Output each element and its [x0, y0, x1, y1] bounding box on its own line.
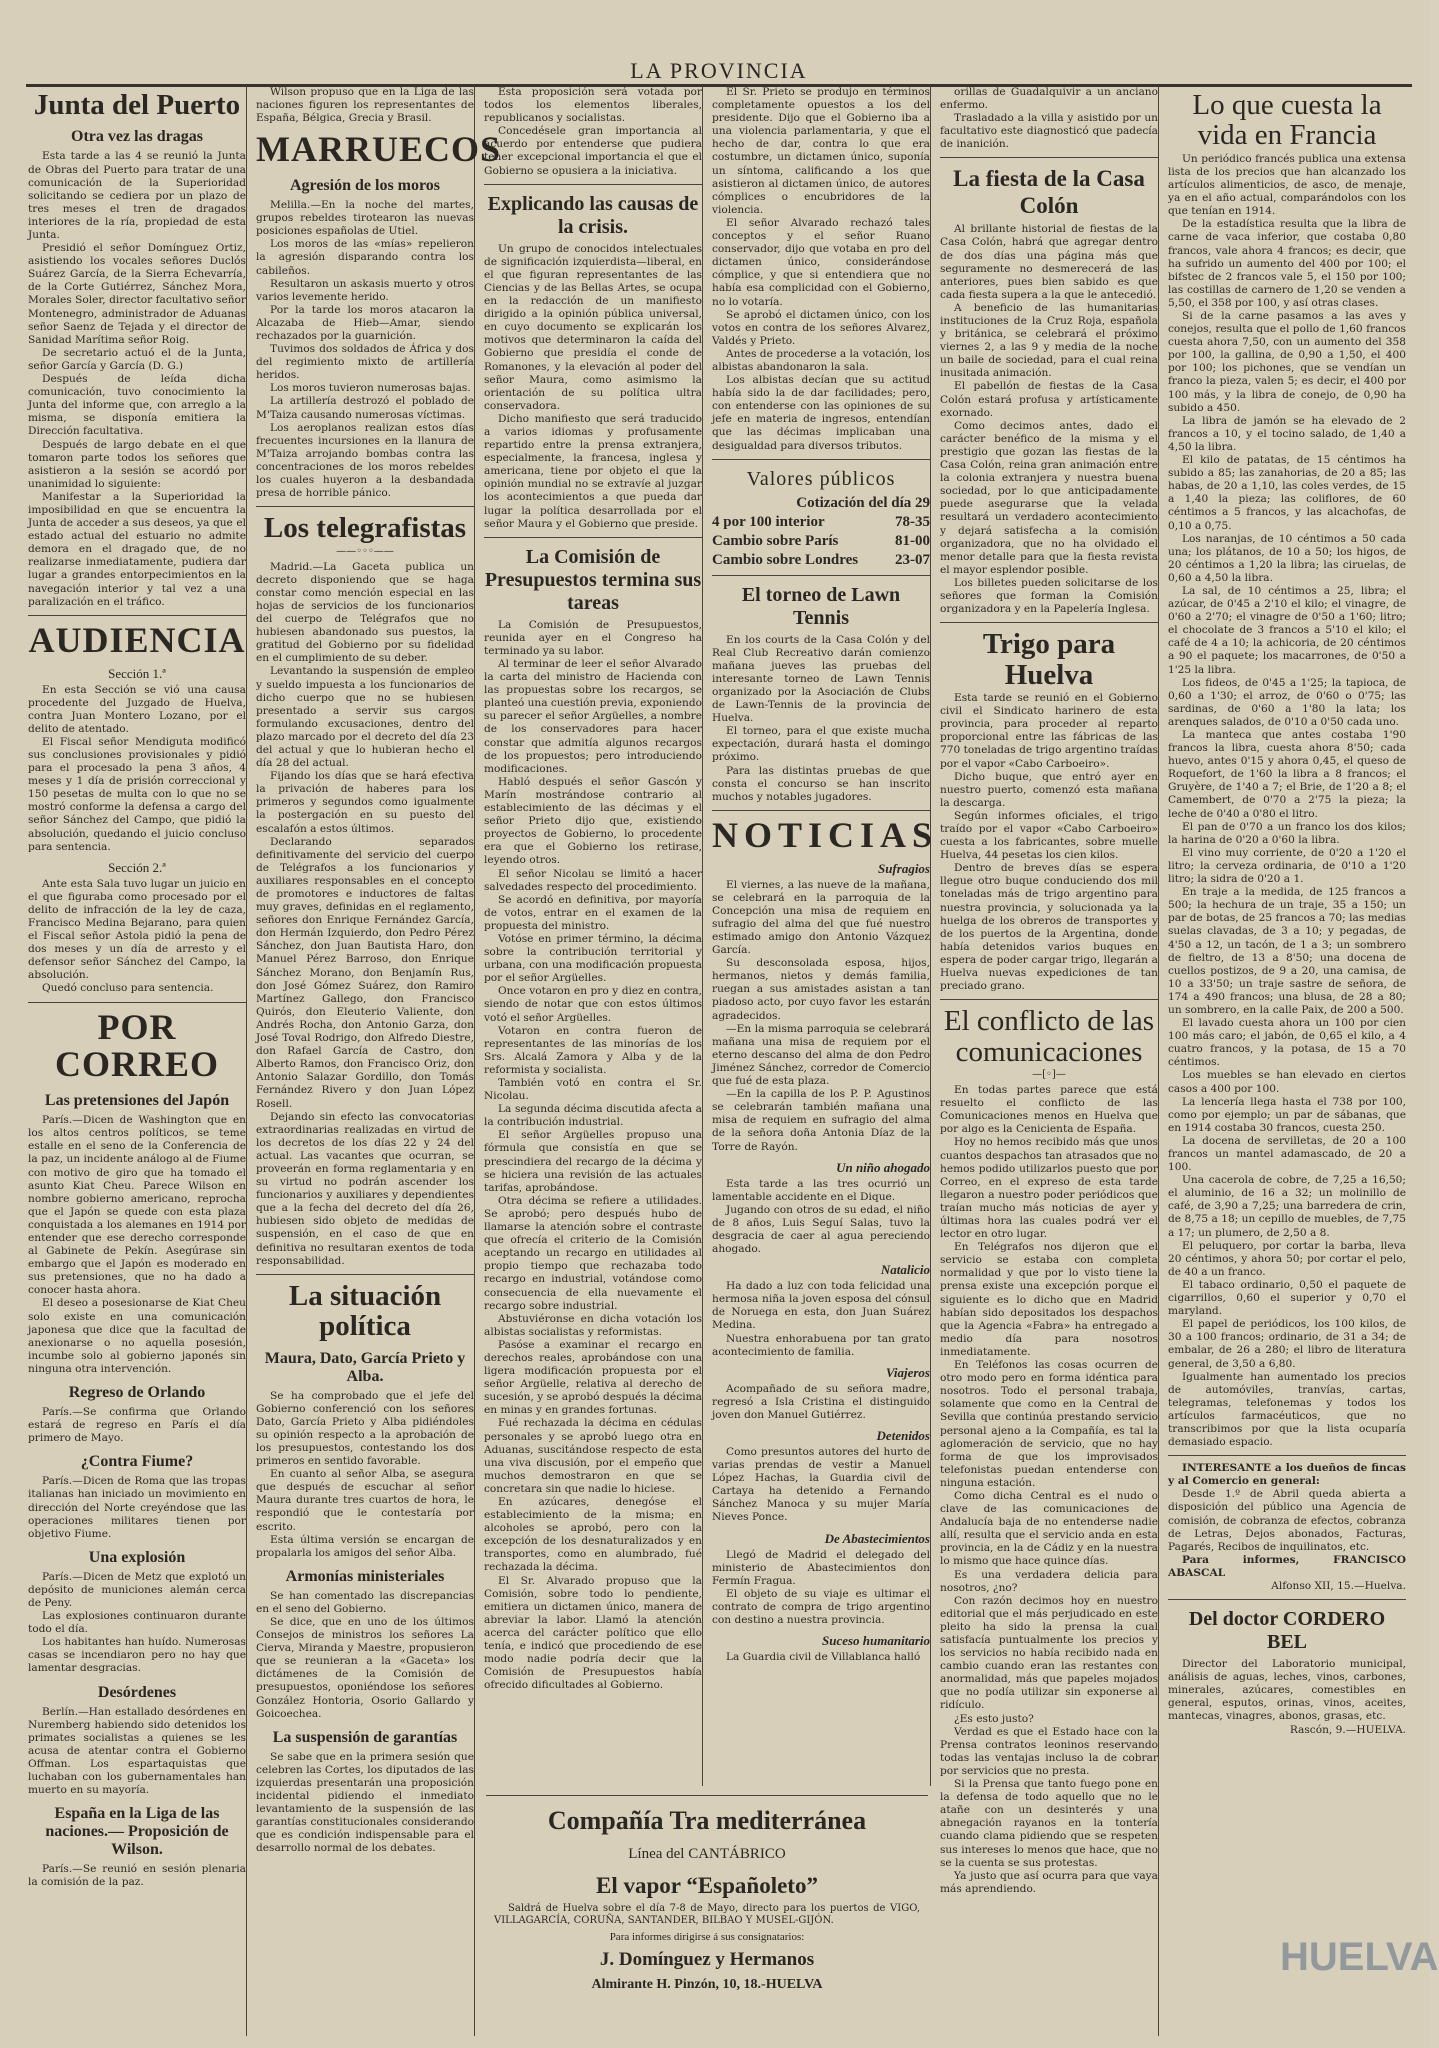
paragraph: El Sr. Prieto se produjo en términos completamente opuestos a los del presidente. Dijo que el Gobierno iba a una violencia parlamentaria, y que el hecho de dar, contra lo que era costumbre, un dictamen único, suponía un síntoma, calificando a los que asistieron al dictamen único, de autores cómplices o encubridores de la violencia.	[712, 86, 930, 216]
paragraph: Se ha comprobado que el jefe del Gobierno conferenció con los señores Dato, García Prieto y Alba pidiéndoles su opinión respecto a la aprobación de los presupuestos, contestando los dos primeros en sentido favorable.	[256, 1389, 474, 1468]
quote-date: Cotización del día 29	[796, 494, 930, 511]
paragraph: Esta última versión se encargan de propalarla los amigos del señor Alba.	[256, 1533, 474, 1559]
paragraph: Berlín.—Han estallado desórdenes en Nuremberg habiendo sido detenidos los primates socialistas a quienes se les acusa de atentar contra el Gobierno Offman. Los espartaquistas que luchaban con los gubernamentales han muerto en su mayoría.	[28, 1705, 246, 1797]
paragraph: El objeto de su viaje es ultimar el contrato de compra de trigo argentino con destino a nuestra provincia.	[712, 1587, 930, 1627]
headline-telegrafistas: Los telegrafistas	[263, 512, 467, 545]
lab-address: Rascón, 9.—HUELVA.	[1289, 1723, 1406, 1736]
paragraph: En Teléfonos las cosas ocurren de otro modo pero en forma idéntica para nosotros. Todo el personal trabaja, solamente que como en la Central de Sevilla que continúa prestando servicio personal ajeno a la Compañía, es tal la aglomeración de servicio, que no hay forma de que los improvisados telefonistas puedan entenderse con ninguna estación.	[940, 1359, 1158, 1489]
paragraph: Pasóse a examinar el recargo en derechos reales, aprobándose con una ligera modificación propuesta por el señor Argüelle, relativa al derecho de sucesión, y se aprobó después la décima en minas y en grandes fortunas.	[484, 1338, 702, 1417]
paragraph: Después de leída dicha comunicación, tuvo conocimiento la Junta del informe que, con arreglo a la misma, se disponía emitiera la Dirección facultativa.	[28, 373, 246, 438]
paragraph: Para las distintas pruebas de que consta el concurso se han inscrito muchos y notables jugadores.	[712, 764, 930, 803]
paragraph: Wilson propuso que en la Liga de las naciones figuren los representantes de España, Bélgica, Grecia y Brasil.	[256, 86, 474, 125]
divider	[940, 622, 1158, 623]
paragraph: Las explosiones continuaron durante todo el día.	[28, 1610, 246, 1636]
paragraph: Abstuviéronse en dicha votación los albistas socialistas y reformistas.	[484, 1312, 702, 1338]
paragraph: Trasladado a la villa y asistido por un facultativo este diagnosticó que padecía de inanición.	[940, 112, 1158, 151]
paragraph: Se acordó en definitiva, por mayoría de votos, entrar en el examen de la propuesta del ministro.	[484, 893, 702, 932]
subhead-agresion: Agresión de los moros	[289, 177, 441, 195]
paragraph: Tuvimos dos soldados de África y dos del regimiento mixto de artillería heridos.	[256, 343, 474, 382]
headline-valores: Valores públicos	[746, 467, 896, 490]
archive-stamp: HUELVA	[1280, 1935, 1439, 1979]
ad-line: Línea del CANTÁBRICO	[628, 1846, 786, 1862]
paragraph: Acompañado de su señora madre, regresó a Isla Cristina el distinguido joven don Manuel Gutiérrez.	[712, 1382, 930, 1421]
quote-row: Cambio sobre París 81-00	[712, 532, 930, 549]
paragraph: Quedó concluso para sentencia.	[42, 982, 214, 995]
paragraph: La sal, de 10 céntimos a 25, libra; el azúcar, de 0'45 a 2'10 el kilo; el vinagre, de 0'60 a 2'70; el vinagre de 0'50 a 1'60; litro; el chocolate de 3 francos a 5'10 el kilo; el café de 4 a 10; la achicoria, de 20 céntimos a 90 el paquete; los macarrones, de 0'50 a 1'25 la libra.	[1168, 584, 1406, 676]
paragraph: París.—Dicen de Washington que en los altos centros políticos, se teme estalle en el seno de la Conferencia de la paz, un incidente análogo al de Fiume con motivo de giro que ha tomado el asunto Kiat Cheu. Parece Wilson en nombre gobierno americano, reprocha que el Japón se quede con esta plaza conquistada a los alemanes en 1914 por entender que ese derecho corresponde al Gabinete de Pekín. Asegúrase sin embargo que el Japón es moderado en sus pretensiones, que no ha dado a conocer hasta ahora.	[28, 1114, 246, 1297]
paragraph: En todas partes parece que está resuelto el conflicto de las Comunicaciones menos en Huelva que por algo es la Cenicienta de España.	[940, 1084, 1158, 1136]
ad-company-title: Compañía Tra mediterránea	[547, 1806, 867, 1835]
paragraph: Esta tarde a las 4 se reunió la Junta de Obras del Puerto para tratar de una comunicación de la Superioridad solicitando se cediera por un plazo de tres meses el tren de dragados interiores de la ría, propiedad de esta Junta.	[28, 150, 246, 241]
subhead: Regreso de Orlando	[68, 1384, 206, 1402]
paragraph: Jugando con otros de su edad, el niño de 8 años, Luis Seguí Salas, tuvo la desgracia de caer al agua pereciendo ahogado.	[712, 1203, 930, 1256]
paragraph: Esta tarde se reunió en el Gobierno civil el Sindicato harinero de esta provincia, para proceder al reparto proporcional entre las fábricas de las 770 toneladas de trigo argentino traídas por el vapor «Cabo Carboeiro».	[940, 692, 1158, 770]
shipping-ad	[486, 1795, 928, 2028]
headline-cordero-bel: Del doctor CORDERO BEL	[1188, 1608, 1386, 1654]
paragraph: También votó en contra el Sr. Nicolau.	[484, 1077, 702, 1103]
column-5	[940, 86, 1159, 2036]
paragraph: Un grupo de conocidos intelectuales de significación izquierdista—liberal, en el que figuran representantes de las Ciencias y de las Bellas Artes, se ocupa en la redacción de un manifiesto dirigido a la opinión pública universal, en cuyo documento se explicarán los motivos que determinaron la caída del Gobierno que presidía el conde de Romanones, y la elevación al poder del señor Maura, como asimismo la orientación de su política ultra conservadora.	[484, 242, 702, 412]
ad-info: Para informes dirigirse á sus consignatarios:	[609, 1931, 805, 1943]
paragraph: En traje a la medida, de 125 francos a 500; la hechura de un traje, 35 a 150; un par de botas, de 25 francos a 70; las medias suelas clavadas, de 3 a 10; y pegadas, de 4'50 a 12, un tacón, de 1 a 3; un sombrero de fieltro, de 13 a 8'50; una docena de cuellos postizos, de 9 a 20, una camisa, de 10 a 33'50; un traje sastre de señora, de 174 a 490 francos; una blusa, de 28 a 80; un sombrero, en la calle Paix, de 200 a 500.	[1168, 886, 1406, 1016]
paragraph: De secretario actuó el de la Junta, señor García y García (D. G.)	[28, 346, 246, 372]
headline-noticias: NOTICIAS	[712, 814, 939, 855]
paragraph: En esta Sección se vió una causa procedente del Juzgado de Huelva, contra Juan Montero Lozano, por el delito de atentado.	[28, 683, 246, 735]
paragraph: Ya justo que así ocurra para que vaya más aprendiendo.	[940, 1869, 1158, 1895]
paragraph: París.—Dicen de Metz que explotó un depósito de municiones alemán cerca de Peny.	[28, 1570, 246, 1609]
paragraph: El lavado cuesta ahora un 100 por cien 100 más caro; el jabón, de 0,65 el kilo, a 4 cuatro francos, y la potasa, de 15 a 70 céntimos.	[1168, 1017, 1406, 1069]
paragraph: Nuestra enhorabuena por tan grato acontecimiento de familia.	[712, 1332, 930, 1358]
paragraph: Dicho manifiesto que será traducido a varios idiomas y profusamente repartido entre la prensa extranjera, especialmente, la francesa, inglesa y americana, tiene por objeto el que la opinión mundial no se extravíe al juzgar los acontecimientos a que pueda dar lugar la política desarrollada por el señor Maura y el Gobierno que preside.	[484, 412, 702, 530]
headline-junta: Junta del Puerto	[33, 89, 241, 121]
headline-por-correo: POR CORREO	[54, 1006, 219, 1085]
subhead: La suspensión de garantías	[272, 1728, 458, 1746]
paragraph: Resultaron un askasis muerto y otros varios levemente herido.	[256, 277, 474, 303]
divider	[484, 537, 702, 538]
paragraph: El peluquero, por cortar la barba, lleva 20 céntimos, y ahora 50; por cortar el pelo, de 40 a un franco.	[1168, 1239, 1406, 1278]
paragraph: Igualmente han aumentado los precios de automóviles, tranvías, cartas, telegramas, telefonemas y todos los artículos farmacéuticos, que no transcribimos por que la lista ocuparía demasiado espacio.	[1168, 1370, 1406, 1449]
paragraph: El papel de periódicos, los 100 kilos, de 30 a 100 francos; ordinario, de 31 a 34; de embalar, de 26 a 280; el libro de literatura general, de 3,50 a 6,80.	[1168, 1318, 1406, 1370]
paragraph: La manteca que antes costaba 1'90 francos la libra, cuesta ahora 8'50; cada huevo, antes 0'15 y ahora 0,45, el queso de Roquefort, de 1'60 la libra a 8 francos; el Gruyère, de 1'40 a 7; el Brie, de 1'20 a 8; el Camembert, de 0'70 a 2'75 la pieza; la leche de 0'40 a 0'80 el litro.	[1168, 729, 1406, 820]
paragraph: El tabaco ordinario, 0,50 el paquete de cigarrillos, 0,60 el superior y 0,70 el maryland.	[1168, 1278, 1406, 1318]
paragraph: París.—Se reunió en sesión plenaria la comisión de la paz.	[28, 1863, 246, 1889]
paragraph: Once votaron en pro y diez en contra, siendo de notar que con estos últimos votó el señor Argüelles.	[484, 985, 702, 1024]
headline-audiencia: AUDIENCIA	[28, 619, 246, 660]
subhead: Maura, Dato, García Prieto y Alba.	[264, 1349, 466, 1385]
divider	[712, 459, 930, 460]
paragraph: En cuanto al señor Alba, se asegura que después de escuchar al señor Maura durante tres cuartos de hora, le respondió que le contestaría por escrito.	[256, 1468, 474, 1533]
headline-lawn-tennis: El torneo de Lawn Tennis	[741, 583, 901, 629]
subhead-dragas: Otra vez las dragas	[71, 128, 203, 146]
notice-contact: Para informes, FRANCISCO ABASCAL	[1168, 1553, 1406, 1579]
paragraph: La segunda décima discutida afecta a la contribución industrial.	[484, 1103, 702, 1129]
paragraph: Según informes oficiales, el trigo traído por el vapor «Cabo Carboeiro» cuesta a los fabricantes, sobre muelle Huelva, 44 pesetas los cien kilos.	[940, 809, 1158, 862]
paragraph: La Comisión de Presupuestos, reunida ayer en el Congreso ha terminado ya su labor.	[484, 618, 702, 657]
headline-trigo: Trigo para Huelva	[982, 628, 1116, 691]
paragraph: El vino muy corriente, de 0'20 a 1'20 el litro; la cerveza ordinaria, de 0'10 a 1'20 litro; la sidra de 0'20 a 1.	[1168, 846, 1406, 886]
paragraph: Hoy no hemos recibido más que unos cuantos despachos tan atrasados que no hemos podido utilizarlos puesto que por Correo, en el expreso de esta tarde llegaron a nuestro poder periódicos que traían mucho más noticias de ayer y últimas hora las cuales podrá ver el lector en otro lugar.	[940, 1136, 1158, 1241]
paragraph: Declarando separados definitivamente del servicio del cuerpo de Telégrafos a los funcionarios y auxiliares responsables en el concepto de promotores e inductores de faltas muy graves, definidas en el reglamento, señores don Enrique Fernández García, don Hermán Izquierdo, don Pedro Pérez Sánchez, don Juan Bautista Haro, don Manuel Pérez Barroso, don Enrique Sánchez Morano, don Benjamín Rus, don José Gómez Suárez, don Ramiro Martínez Gallego, don Francisco Quirós, don Eleuterio Valiente, don Andrés Rocha, don Antonio Garza, don José Toval Rodrigo, don Alfredo Diestre, don Rafael García de Castro, don Alberto Ramos, don Francisco Oriz, don Antonio Salazar Gordillo, don Tomás Fernández Rivero y don Juan López Rosell.	[256, 835, 474, 1110]
subhead: Detenidos	[876, 1428, 930, 1444]
paragraph: Un periódico francés publica una extensa lista de los precios que han alcanzado los artículos alimenticios, de asco, de menaje, ya en el año actual, comparándolos con los que tenían en 1914.	[1168, 152, 1406, 218]
paragraph: Fijando los días que se hará efectiva la privación de haberes para los primeros y segundos como igualmente la postergación en su puesto del escalafón a estos últimos.	[256, 770, 474, 835]
paragraph: La libra de jamón se ha elevado de 2 francos a 10, y el tocino salado, de 1,40 a 4,50 la libra.	[1168, 414, 1406, 453]
paragraph: Presidió el señor Domínguez Ortiz, asistiendo los vocales señores Duclós Suárez García, de la Sierra Echevarría, de la Corte Gutiérrez, Sánchez Mora, Morales Soler, director facultativo señor Montenegro, administrador de Aduanas señor Saenz de Tejada y el director de Sanidad Marítima señor Roig.	[28, 242, 246, 346]
paragraph: El Fiscal señor Mendiguta modificó sus conclusiones provisionales y pidió para el procesado la pena 3 años, 4 meses y 1 día de prisión correccional y 150 pesetas de multa con lo que no se mostró conforme la defensa a cargo del señor Sánchez del Campo, que pidió la absolución, quedando el juicio concluso para sentencia.	[28, 735, 246, 853]
paragraph: Llegó de Madrid el delegado del ministerio de Abastecimientos don Fermín Fragua.	[712, 1548, 930, 1587]
paragraph: El señor Nicolau se limitó a hacer salvedades respecto del procedimiento.	[484, 867, 702, 893]
ornament-icon: —[◦]—	[1032, 1069, 1066, 1081]
paragraph: Una cacerola de cobre, de 7,25 a 16,50; el aluminio, de 16 a 32; un molinillo de café, de 3,90 a 7,25; una barredera de crin, de 8,75 a 18; un cepillo de muebles, de 7,75 a 17; un plumero, de 2,50 a 8.	[1168, 1174, 1406, 1239]
paragraph: El pan de 0'70 a un franco los dos kilos; la harina de 0'20 a 0'60 la libra.	[1168, 820, 1406, 846]
paragraph: El kilo de patatas, de 15 céntimos ha subido a 85; las zanahorias, de 20 a 85; las habas, de 20 a 1,10, las coles verdes, de 15 a 1,40 la pieza; las coliflores, de 60 céntimos a 5 francos, y las alcachofas, de 0,10 a 0,75.	[1168, 454, 1406, 532]
subhead: ¿Contra Fiume?	[80, 1453, 194, 1471]
paragraph: Los muebles se han elevado en ciertos casos a 400 por 100.	[1168, 1069, 1406, 1095]
paragraph: Fué rechazada la décima en cédulas personales y se aprobó luego otra en Aduanas, suscitándose respecto de esta una viva discusión, por el empeño que muchos demostraron en que se concretara sin que nadie lo hiciese.	[484, 1417, 702, 1495]
subhead: Suceso humanitario	[821, 1633, 930, 1649]
paragraph: París.—Se confirma que Orlando estará de regreso en París el día primero de Mayo.	[28, 1406, 246, 1445]
headline-casa-colon: La fiesta de la Casa Colón	[953, 166, 1145, 218]
paragraph: Con razón decimos hoy en nuestro editorial que el más perjudicado en este pleito ha sido la prensa la cual satisfacía puntualmente los precios y los servicios no había recibido nada en cambio cuando eran las restantes con anormalidad, más que papeles mojados que no podía utilizar sin exponerse al ridículo.	[940, 1594, 1158, 1712]
quote-row: 4 por 100 interior 78-35	[712, 513, 930, 530]
divider	[256, 1274, 474, 1275]
divider	[712, 575, 930, 576]
quote-row: Cambio sobre Londres 23-07	[712, 551, 930, 568]
subhead: Viajeros	[885, 1364, 930, 1380]
newspaper-title: LA PROVINCIA	[630, 58, 808, 83]
divider	[28, 615, 246, 616]
subhead: Sufragios	[877, 860, 930, 876]
paragraph: —En la misma parroquia se celebrará mañana una misa de requiem por el eterno descanso del alma de don Pedro Jiménez Sánchez, corredor de Comercio que fué de esta plaza.	[712, 1022, 930, 1088]
paragraph: Manifestar a la Superioridad la imposibilidad en que se encuentra la Junta de acceder a sus deseos, ya que el estado actual del estuario no admite demora en el dragado que, de no realizarse inmediatamente, pudiera dar lugar a grandes entorpecimientos en la navegación interior y tal vez a una paralización en el tráfico.	[28, 490, 246, 608]
paragraph: Como decimos antes, dado el carácter benéfico de la misma y el prestigio que gozan las fiestas de la Casa Colón, reina gran animación entre la colonia extranjera y nuestra buena sociedad, por lo que anticipadamente puede asegurarse que la velada resultará un verdadero acontecimiento y dejará satisfecha a la comisión organizadora, que no ha olvidado el menor detalle para que la fiesta revista el mayor esplendor posible.	[940, 419, 1158, 576]
paragraph: La docena de servilletas, de 20 a 100 francos un mantel adamascado, de 20 a 100.	[1168, 1134, 1406, 1174]
paragraph: Madrid.—La Gaceta publica un decreto disponiendo que se haga constar como mención especial en las hojas de servicios de los funcionarios del cuerpo de Telégrafos que no hubiesen abandonado sus puestos, la gratitud del Gobierno por su fidelidad en el cumplimiento de su deber.	[256, 560, 474, 665]
column-4	[712, 86, 939, 1786]
paragraph: Otra décima se refiere a utilidades. Se aprobó; pero después hubo de llamarse la atención sobre el contraste que ofrecía el criterio de la Comisión aceptando un recargo en utilidades al propio tiempo que rechazaba todo recargo en industrial, votándose como consecuencia de ella nuevamente el recargo sobre industrial.	[484, 1194, 702, 1312]
paragraph: Se dice, que en uno de los últimos Consejos de ministros los señores La Cierva, Miranda y Maestre, propusieron que se reunieran a la «Gaceta» los dictámenes de la Comisión de presupuestos, oponiéndose los señores González Hontoria, Osorio Gallardo y Goicoechea.	[256, 1616, 474, 1720]
paragraph: París.—Dicen de Roma que las tropas italianas han iniciado un movimiento en dirección del Norte creyéndose que las operaciones militares tienen por objetivo Fiume.	[28, 1475, 246, 1540]
paragraph: Se aprobó el dictamen único, con los votos en contra de los señores Alvarez, Valdés y Prieto.	[712, 308, 930, 347]
paragraph: Se han comentado las discrepancias en el seno del Gobierno.	[256, 1589, 474, 1615]
paragraph: Los naranjas, de 10 céntimos a 50 cada una; los plátanos, de 10 a 50; los higos, de 20 céntimos a 1,20 la libra; las ciruelas, de 0,60 a 4,50 la libra.	[1168, 532, 1406, 584]
paragraph: El señor Argüelles propuso una fórmula que consistía en que se prescindiera del recargo de la décima y se hiciera una revisión de las actuales tarifas, aprobándose.	[484, 1129, 702, 1194]
masthead	[26, 58, 1412, 87]
paragraph: De la estadística resulta que la libra de carne de vaca inferior, que costaba 0,80 francos, vale ahora 4 francos; es decir, que ha sufrido un aumento del 400 por 100; el bifstec de 2 francos vale 5, el 150 por 100; las costillas de carnero de 1,20 se venden a 5,50, el 358 por 100, y así otras clases.	[1168, 218, 1406, 309]
subhead: Un niño ahogado	[836, 1159, 930, 1175]
paragraph: Su desconsolada esposa, hijos, hermanos, nietos y demás familia, ruegan a sus amistades asistan a tan piadoso acto, por cuyo favor les estarán agradecidos.	[712, 957, 930, 1022]
paragraph: Al terminar de leer el señor Alvarado la carta del ministro de Hacienda con las propuestas sobre los recargos, se planteó una cuestión previa, exponiendo su parecer el señor Argüelles, a nombre de los conservadores para hacer constar que admitía algunos recargos de los propuestos; pero introduciendo modificaciones.	[484, 658, 702, 775]
ad-address: Almirante H. Pinzón, 10, 18.-HUELVA	[591, 1977, 823, 1992]
paragraph: La artillería destrozó el poblado de M'Taiza causando numerosas víctimas.	[256, 395, 474, 421]
divider	[712, 810, 930, 811]
paragraph: Habló después el señor Gascón y Marín mostrándose contrario al establecimiento de las décimas y el señor Prieto dijo que, existiendo proyectos de Gobierno, lo procedente era que el Gobierno los retirase, leyendo otros.	[484, 775, 702, 867]
column-3	[484, 86, 703, 1786]
paragraph: Los moros tuvieron numerosas bajas.	[270, 382, 471, 395]
paragraph: Director del Laboratorio municipal, análisis de aguas, leches, vinos, carbones, minerales, azúcares, comestibles en general, esputos, orinas, vinos, aceites, mantecas, vinagres, abonos, grasas, etc.	[1168, 1658, 1406, 1723]
headline-situacion-politica: La situación política	[288, 1279, 442, 1343]
divider	[940, 157, 1158, 158]
headline-vida-francia: Lo que cuesta la vida en Francia	[1192, 89, 1382, 152]
paragraph: Esta proposición será votada por todos los elementos liberales, republicanos y socialistas.	[484, 86, 702, 125]
paragraph: Ante esta Sala tuvo lugar un juicio en el que figuraba como procesado por el delito de infracción de la ley de caza, Francisco Medina Bejarano, para quien el Fiscal señor Astola pidió la pena de dos meses y un día de arresto y el defensor señor Sánchez del Campo, la absolución.	[28, 877, 246, 982]
paragraph: orillas de Guadalquivir a un anciano enfermo.	[940, 86, 1158, 112]
paragraph: Antes de procederse a la votación, los albistas abandonaron la sala.	[712, 347, 930, 373]
divider	[940, 999, 1158, 1000]
column-6	[1168, 86, 1406, 2036]
paragraph: Si de la carne pasamos a las aves y conejos, resulta que el pollo de 1,60 francos cuesta ahora 7,50, con un aumento del 358 por 100, la gallina, de 0,90 a 1,50, el 400 por 100; los pichones, que se vendían un franco la pieza, valen 5; es decir, el 400 por 100 más, y la libra de conejo, de 0,90 ha subido a 450.	[1168, 310, 1406, 414]
paragraph: El deseo a posesionarse de Kiat Cheu solo existe en una comunicación japonesa que dice que la facultad de anexionarse o no aquella posesión, incumbe solo al gobierno japonés sin ninguna otra intervención.	[28, 1297, 246, 1375]
paragraph: Al brillante historial de fiestas de la Casa Colón, habrá que agregar dentro de dos días una página más que seguramente no desmerecerá de las anteriores, pues bien sabido es que cada fiesta supera a la que le antecedió.	[940, 223, 1158, 301]
paragraph: Como presuntos autores del hurto de varias prendas de vestir a Manuel López Hachas, la Guardia civil de Cartaya ha detenido a Fernando Sánchez Manoca y su mujer María Nieves Ponce.	[712, 1446, 930, 1524]
paragraph: Ha dado a luz con toda felicidad una hermosa niña la joven esposa del cónsul de Noruega en esta, don Juan Suárez Medina.	[712, 1280, 930, 1332]
section-label: Sección 2.ª	[108, 859, 166, 875]
paragraph: A beneficio de las humanitarias instituciones de la Cruz Roja, española y británica, se celebrará el próximo viernes 2, a las 9 y media de la noche un baile de sociedad, para el cual reina inusitada animación.	[940, 301, 1158, 380]
ad-consignee: J. Domínguez y Hermanos	[599, 1949, 815, 1970]
column-2	[256, 86, 502, 2036]
headline-conflicto: El conflicto de las comunicaciones	[943, 1005, 1155, 1068]
paragraph: Los habitantes han huído. Numerosas casas se incendiaron pero no hay que lamentar desgracias.	[28, 1636, 246, 1675]
divider	[484, 184, 702, 185]
paragraph: Dicho buque, que entró ayer en nuestro puerto, comenzó esta mañana la descarga.	[940, 770, 1158, 809]
paragraph: Melilla.—En la noche del martes, grupos rebeldes tirotearon las nuevas posiciones españolas de Utiel.	[256, 199, 474, 238]
column-1	[28, 86, 247, 2036]
notice-heading: INTERESANTE a los dueños de fincas y al Comercio en general:	[1168, 1462, 1406, 1488]
subhead: Armonías ministeriales	[285, 1567, 445, 1585]
headline-crisis: Explicando las causas de la crisis.	[487, 192, 699, 238]
ad-vapor: El vapor “Españoleto”	[596, 1873, 818, 1898]
paragraph: Es una verdadera delicia para nosotros, ¿no?	[940, 1568, 1158, 1594]
paragraph: El viernes, a las nueve de la mañana, se celebrará en la parroquia de la Concepción una misa de requiem en sufragio del alma del que fué nuestro estimado amigo don Antonio Vázquez García.	[712, 878, 930, 957]
paragraph: Los moros de las «mías» repelieron la agresión disparando contra los cabileños.	[256, 238, 474, 277]
paragraph: ¿Es esto justo?	[954, 1712, 1034, 1725]
paragraph: En Telégrafos nos dijeron que el servicio se estaba con completa normalidad y que por lo visto tiene la prensa existe una excepción porque el siguiente es lo dicho que en Madrid habían sido depositados los despachos que la Agencia «Fabra» ha entregado a medio día para nosotros inmediatamente.	[940, 1241, 1158, 1358]
ad-text: Saldrá de Huelva sobre el día 7-8 de Mayo, directo para los puertos de VIGO, VILLAGARCÍA, CORUÑA, SANTANDER, BILBAO Y MUSEL-GIJÓN.	[494, 1903, 920, 1926]
paragraph: La Guardia civil de Villablanca halló	[726, 1651, 921, 1664]
paragraph: Levantando la suspensión de empleo y sueldo impuesta a los funcionarios de dicho cuerpo que no se hubiesen presentado a servir sus cargos formulando excusaciones, dentro del plazo marcado por el decreto del día 23 del actual y que lo hubieran hecho el día 28 del actual.	[256, 665, 474, 770]
paragraph: Dentro de breves días se espera llegue otro buque conduciendo dos mil toneladas más de trigo argentino para nuestra provincia, y solucionada ya la huelga de los obreros de transportes y de los puertos de la Argentina, donde había detenidos varios buques en espera de poder cargar trigo, llegarán a Huelva nuevas expediciones de tan preciado grano.	[940, 862, 1158, 993]
paragraph: Los albistas decían que su actitud había sido la de dar facilidades; pero, con entenderse con las opiniones de su jefe en materia de ingresos, entendían que las décimas implicaban una desigualdad para diversos tributos.	[712, 374, 930, 452]
paragraph: Votaron en contra fueron de representantes de las minorías de los Srs. Alcalá Zamora y Alba y de la reformista y socialista.	[484, 1024, 702, 1076]
subhead: Natalicio	[880, 1262, 930, 1278]
divider	[28, 1002, 246, 1003]
paragraph: —En la capilla de los P. P. Agustinos se celebrarán también mañana una misa de requiem en sufragio del alma de la señora doña Antonia Díaz de la Torre de Rayón.	[712, 1088, 930, 1153]
paragraph: En azúcares, denegóse el establecimiento de la misma; en alcoholes se aprobó, pero con la excepción de los desnaturalizados y en transportes, como en alumbrado, fué rechazada la décima.	[484, 1496, 702, 1574]
divider	[256, 506, 474, 507]
paragraph: Después de largo debate en el que tomaron parte todos los señores que asistieron a la sesión se acordó por unanimidad lo siguiente:	[28, 438, 246, 490]
paragraph: Dejando sin efecto las convocatorias extraordinarias realizadas en virtud de los decretos de los días 22 y 24 del actual. Las vacantes que ocurran, se proveerán en forma reglamentaria y en su virtud no podrán ascender los funcionarios y auxiliares y dependientes que a la fecha del decreto del día 26, hubiesen sido objeto de medidas de suspensión, en el caso de que en definitiva no resultaran exentos de toda responsabilidad.	[256, 1110, 474, 1267]
paragraph: Los aeroplanos realizan estos días frecuentes incursiones en la llanura de M'Taiza arrojando bombas contra las concentraciones de los moros rebeldes los cuales huyeron a la desbandada presa de horrible pánico.	[256, 421, 474, 500]
paragraph: Se sabe que en la primera sesión que celebren las Cortes, los diputados de las izquierdas presentarán una proposición incidental pidiendo el inmediato levantamiento de la suspensión de las garantías constitucionales considerando que es condición indispensable para el desarrollo normal de los debates.	[256, 1750, 474, 1855]
subhead-japon: Las pretensiones del Japón	[44, 1092, 230, 1110]
divider	[1168, 1599, 1406, 1600]
subhead: De Abastecimientos	[824, 1530, 930, 1546]
paragraph: El señor Alvarado rechazó tales conceptos y el señor Ruano conservador, dijo que votaba en pro del dictamen único, considerándose cómplice, y que si entendiera que no había esa complicidad con el Gobierno, no lo votaría.	[712, 216, 930, 308]
paragraph: Esta tarde a las tres ocurrió un lamentable accidente en el Dique.	[712, 1177, 930, 1203]
section-label: Sección 1.ª	[108, 665, 166, 681]
headline-marruecos: MARRUECOS	[256, 129, 502, 170]
paragraph: Verdad es que el Estado hace con la Prensa contratos leoninos reservando todas las ventajas incluso la de cobrar por servicios que no presta.	[940, 1725, 1158, 1777]
paragraph: Por la tarde los moros atacaron la Alcazaba de Hieb—Amar, siendo rechazados por la guarnición.	[256, 303, 474, 343]
paragraph: El Sr. Alvarado propuso que la Comisión, sobre todo lo pendiente, emitiera un dictamen único, manera de abreviar la labor. Llamó la atención acerca del carácter político que ello tenía, e indicó que procediendo de ese modo nadie podría decir que la Comisión de Presupuestos había ofrecido dificultades al Gobierno.	[484, 1574, 702, 1692]
paragraph: Concedésele gran importancia al acuerdo por entenderse que pudiera tener excepcional importancia el que el Gobierno se opusiera a la iniciativa.	[484, 125, 702, 177]
paragraph: Como dicha Central es el nudo o clave de las comunicaciones de Andalucía baja de no entenderse nadie allí, resulta que el servicio anda en esta provincia, en la de Cádiz y en la nuestra lo mismo que hace quince días.	[940, 1489, 1158, 1568]
paragraph: Los billetes pueden solicitarse de los señores que forman la Comisión organizadora y en la Papelería Inglesa.	[940, 576, 1158, 616]
paragraph: El torneo, para el que existe mucha expectación, durará hasta el domingo próximo.	[712, 725, 930, 764]
paragraph: La lencería llega hasta el 738 por 100, como por ejemplo; un par de sábanas, que en 1914 costaba 30 francos, cuesta 250.	[1168, 1095, 1406, 1134]
paragraph: Los fideos, de 0'45 a 1'25; la tapioca, de 0,60 a 1'30; el arroz, de 0'60 o 0'75; las sardinas, de 0'60 a 1'80 la lata; los arenques salados, de 0'10 a 0'50 cada uno.	[1168, 676, 1406, 728]
paragraph: Si la Prensa que tanto fuego pone en la defensa de todo aquello que no le atañe con un desinterés y una abnegación rayanos en la tontería cuando clama pidiendo que se respeten sus intereses lo menos que hace, que no se la cuenta se sus protestas.	[940, 1778, 1158, 1869]
headline-comision: La Comisión de Presupuestos termina sus tareas	[484, 545, 702, 614]
notice-address: Alfonso XII, 15.—Huelva.	[1271, 1580, 1406, 1592]
paragraph: Desde 1.º de Abril queda abierta a disposición del público una Agencia de comisión, de cobranza de efectos, cobranza de Letras, Dejos abonados, Facturas, Pagarés, Recibos de inquilinatos, etc.	[1168, 1488, 1406, 1553]
subhead: España en la Liga de las naciones.— Proposición de Wilson.	[45, 1805, 229, 1859]
subhead: Desórdenes	[97, 1683, 177, 1701]
subhead: Una explosión	[88, 1548, 186, 1566]
divider	[1168, 1455, 1406, 1456]
ornament-icon: ——◦◦◦——	[336, 545, 394, 557]
paragraph: Votóse en primer término, la décima sobre la contribución territorial y urbana, con una modificación propuesta por el señor Argüelles.	[484, 932, 702, 985]
paragraph: El pabellón de fiestas de la Casa Colón estará profusa y artísticamente exornado.	[940, 380, 1158, 419]
paragraph: En los courts de la Casa Colón y del Real Club Recreativo darán comienzo mañana jueves las pruebas del interesante torneo de Lawn Tennis organizado por la Asociación de Clubs de Lawn-Tennis de la provincia de Huelva.	[712, 633, 930, 725]
